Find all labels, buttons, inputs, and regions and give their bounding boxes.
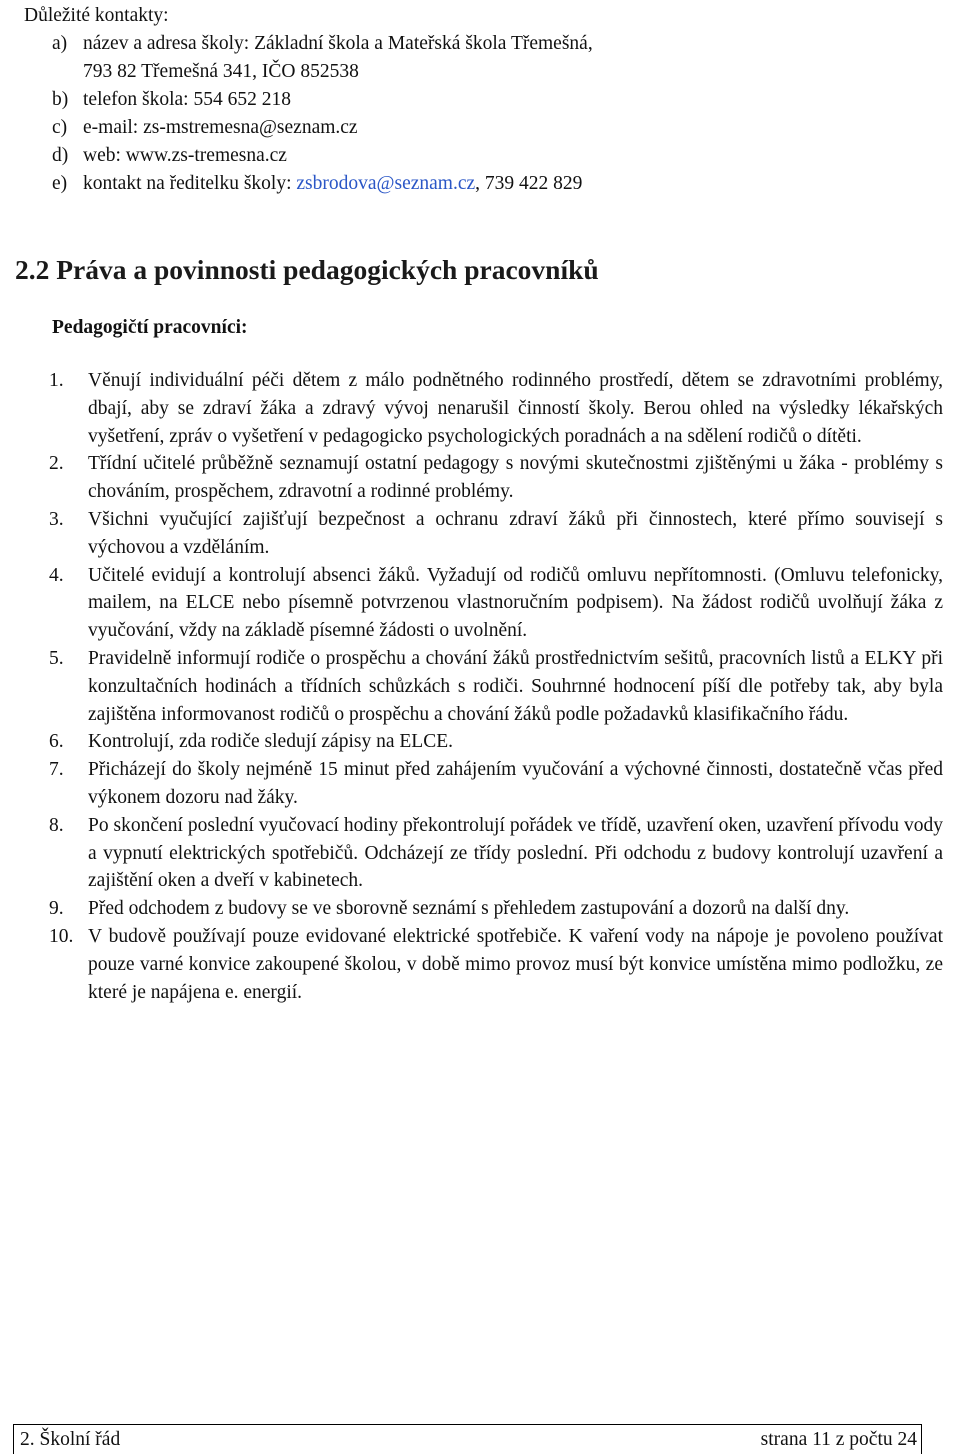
rule-text: V budově používají pouze evidované elektrické spotřebiče. K vaření vody na nápoje je povoleno používat pouze varné konvice zakoupené školou, v době mimo provoz musí být konvice umístěna mimo podložku, ze které je napájena e. energií. bbox=[88, 925, 943, 1003]
contact-marker: d) bbox=[52, 145, 69, 166]
rule-item bbox=[49, 562, 943, 645]
section-heading: 2.2 Práva a povinnosti pedagogických pracovníků bbox=[15, 254, 599, 285]
contact-item-web bbox=[24, 142, 944, 170]
rule-item bbox=[49, 812, 943, 895]
rule-text: Věnují individuální péči dětem z málo podnětného rodinného prostředí, dětem se zdravotními problémy, dbají, aby se zdraví žáka a zdravý vývoj nenarušil činností školy. Berou ohled na výsledky lékařských vyšetření, zpráv o vyšetření v pedagogicko psychologických poradnách a na sdělení rodičů o dítěti. bbox=[88, 370, 943, 447]
rule-number: 9. bbox=[49, 898, 64, 920]
rule-text: Učitelé evidují a kontrolují absenci žáků. Vyžadují od rodičů omluvu nepřítomnosti. (Omluvu telefonicky, mailem, na ELCE nebo písemně potvrzenou vlastnoručním podpisem). Na žádost rodičů uvolňují žáka z vyučování, vždy na základě písemné žádosti o uvolnění. bbox=[88, 564, 943, 642]
rule-number: 5. bbox=[49, 647, 64, 669]
rule-text: Pravidelně informují rodiče o prospěchu a chování žáků prostřednictvím sešitů, pracovních listů a ELKY při konzultačních hodinách a třídních schůzkách s rodiči. Souhrnné hodnocení píší dle potřeby tak, aby byla zajištěna informovanost rodičů o prospěchu a chování žáků podle požadavků klasifikačního řádu. bbox=[88, 647, 943, 725]
page-footer bbox=[13, 1424, 922, 1454]
director-email-link[interactable]: zsbrodova@seznam.cz bbox=[296, 173, 476, 194]
footer-chapter: 2. Školní řád bbox=[20, 1429, 121, 1450]
rule-item bbox=[49, 645, 943, 728]
rule-number: 8. bbox=[49, 814, 64, 836]
rule-text: Před odchodem z budovy se ve sborovně seznámí s přehledem zastupování a dozorů na další dny. bbox=[88, 898, 850, 920]
contact-marker: c) bbox=[52, 117, 68, 138]
rule-number: 6. bbox=[49, 731, 64, 753]
rule-number: 7. bbox=[49, 759, 64, 781]
contact-email-text: e-mail: zs-mstremesna@seznam.cz bbox=[83, 117, 358, 138]
rules-list bbox=[49, 367, 943, 1006]
contact-web-text: web: www.zs-tremesna.cz bbox=[83, 145, 287, 166]
rule-text: Třídní učitelé průběžně seznamují ostatní pedagogy s novými skutečnostmi zjištěnými u žáka - problémy s chováním, prospěchem, zdravotní a rodinné problémy. bbox=[88, 453, 943, 503]
contact-item-director bbox=[24, 170, 944, 198]
contact-phone-text: telefon škola: 554 652 218 bbox=[83, 89, 291, 110]
rule-text: Po skončení poslední vyučovací hodiny překontrolují pořádek ve třídě, uzavření oken, uzavření přívodu vody a vypnutí elektrických spotřebičů. Odcházejí ze třídy poslední. Při odchodu z budovy kontrolují uzavření a zajištění oken a dveří v kabinetech. bbox=[88, 814, 943, 892]
contact-item-address bbox=[24, 30, 944, 58]
rule-number: 2. bbox=[49, 453, 64, 475]
section-subheading: Pedagogičtí pracovníci: bbox=[52, 317, 248, 338]
contacts-list bbox=[24, 30, 944, 198]
contact-address-text: název a adresa školy: Základní škola a Mateřská škola Třemešná, bbox=[83, 33, 593, 54]
rule-item bbox=[49, 367, 943, 450]
rule-number: 3. bbox=[49, 508, 64, 530]
rule-text: Přicházejí do školy nejméně 15 minut před zahájením vyučování a výchovné činnosti, dostatečně včas před výkonem dozoru nad žáky. bbox=[88, 759, 943, 808]
contact-director-phone: , 739 422 829 bbox=[475, 173, 583, 194]
contact-director-label: kontakt na ředitelku školy: bbox=[83, 173, 297, 194]
contacts-block bbox=[24, 2, 944, 198]
rule-item bbox=[49, 450, 943, 506]
rule-item bbox=[49, 756, 943, 812]
contact-item-email bbox=[24, 114, 944, 142]
rule-item bbox=[49, 728, 943, 756]
rule-number: 1. bbox=[49, 370, 64, 391]
contact-marker: a) bbox=[52, 33, 68, 54]
contacts-title: Důležité kontakty: bbox=[24, 5, 169, 26]
rule-item bbox=[49, 923, 943, 1006]
rule-text: Kontrolují, zda rodiče sledují zápisy na ELCE. bbox=[88, 731, 453, 753]
contact-marker: b) bbox=[52, 89, 69, 110]
rule-number: 4. bbox=[49, 564, 64, 586]
rule-item bbox=[49, 895, 943, 923]
rule-number: 10. bbox=[49, 925, 74, 947]
contact-marker: e) bbox=[52, 173, 68, 194]
rule-item bbox=[49, 506, 943, 562]
contact-item-address-cont bbox=[24, 58, 944, 86]
contact-item-phone bbox=[24, 86, 944, 114]
footer-page-number: strana 11 z počtu 24 bbox=[760, 1429, 917, 1450]
contact-address-cont: 793 82 Třemešná 341, IČO 852538 bbox=[83, 61, 359, 82]
rule-text: Všichni vyučující zajišťují bezpečnost a ochranu zdraví žáků při činnostech, které přímo souvisejí s výchovou a vzděláním. bbox=[88, 508, 943, 558]
